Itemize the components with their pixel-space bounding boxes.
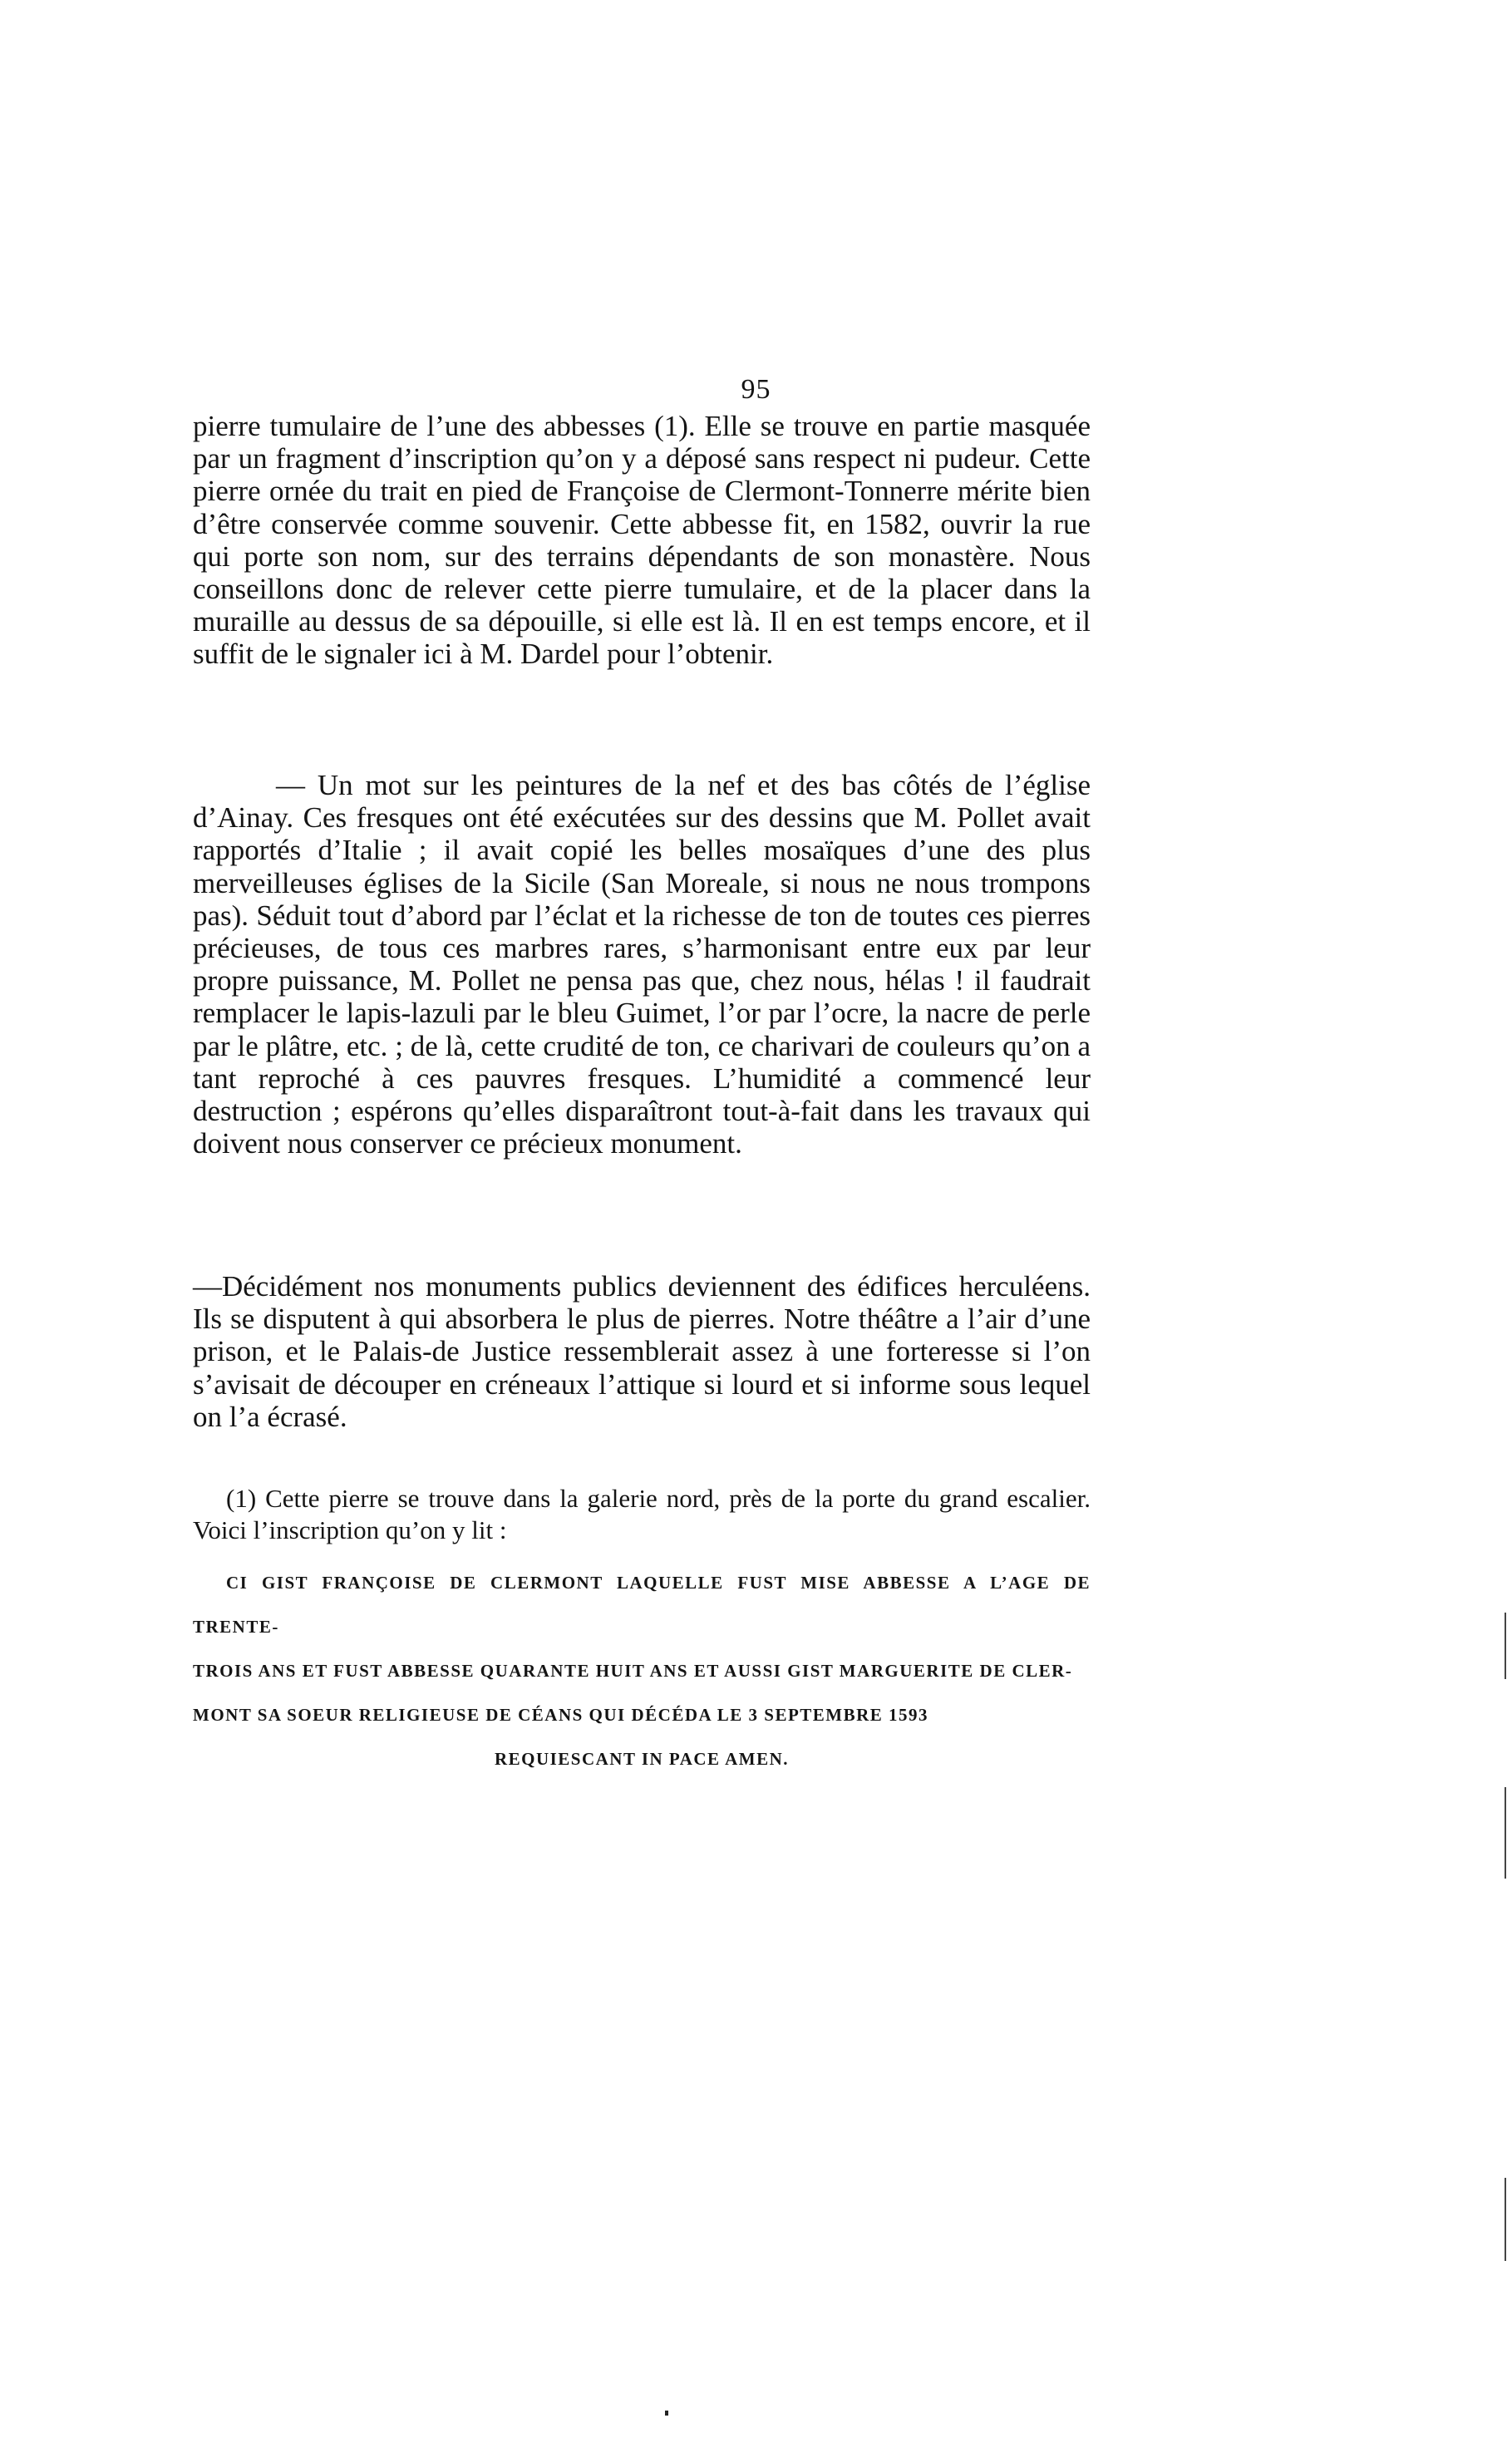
scan-mark	[1505, 2178, 1506, 2261]
footnote-text: (1) Cette pierre se trouve dans la galerie nord, près de la porte du grand escalier. Voici l’inscription qu’on y lit :	[193, 1484, 1091, 1544]
inscription	[193, 1561, 1091, 1781]
inscription-line: REQUIESCANT IN PACE AMEN.	[494, 1749, 790, 1769]
footnote	[193, 1483, 1091, 1546]
scan-mark	[1505, 1787, 1506, 1879]
inscription-line: CI GIST FRANÇOISE DE CLERMONT LAQUELLE FUST MISE ABBESSE A L’AGE DE TRENTE-	[193, 1573, 1091, 1637]
paragraph-public-monuments: —Décidément nos monuments publics deviennent des édifices herculéens. Ils se disputent à qui absorbera le plus de pierres. Notre théâtre a l’air d’une prison, et le Palais-de Justice ressemblerait assez à une forteresse si l’on s’avisait de découper en créneaux l’attique si lourd et si informe sous lequel on l’a écrasé.	[193, 1270, 1091, 1433]
scan-dot	[665, 2411, 668, 2416]
inscription-line: MONT SA SOEUR RELIGIEUSE DE CÉANS QUI DÉCÉDA LE 3 SEPTEMBRE 1593	[193, 1705, 929, 1725]
page-number: 95	[741, 374, 771, 405]
inscription-line: TROIS ANS ET FUST ABBESSE QUARANTE HUIT ANS ET AUSSI GIST MARGUERITE DE CLER-	[193, 1661, 1073, 1681]
paragraph-tombstone: pierre tumulaire de l’une des abbesses (1). Elle se trouve en partie masquée par un fragment d’inscription qu’on y a déposé sans respect ni pudeur. Cette pierre ornée du trait en pied de Françoise de Clermont-Tonnerre mérite bien d’être conservée comme souvenir. Cette abbesse fit, en 1582, ouvrir la rue qui porte son nom, sur des terrains dépendants de son monastère. Nous conseillons donc de relever cette pierre tumulaire, et de la placer dans la muraille au dessus de sa dépouille, si elle est là. Il en est temps encore, et il suffit de le signaler ici à M. Dardel pour l’obtenir.	[193, 410, 1091, 671]
scan-mark	[1505, 1613, 1506, 1679]
paragraph-ainay-frescoes: — Un mot sur les peintures de la nef et des bas côtés de l’église d’Ainay. Ces fresques ont été exécutées sur des dessins que M. Pollet avait rapportés d’Italie ; il avait copié les belles mosaïques d’une des plus merveilleuses églises de la Sicile (San Moreale, si nous ne nous trompons pas). Séduit tout d’abord par l’éclat et la richesse de ton de toutes ces pierres précieuses, de tous ces marbres rares, s’harmonisant entre eux par leur propre puissance, M. Pollet ne pensa pas que, chez nous, hélas ! il faudrait remplacer le lapis-lazuli par le bleu Guimet, l’or par l’ocre, la nacre de perle par le plâtre, etc. ; de là, cette crudité de ton, ce charivari de couleurs qu’on a tant reproché à ces pauvres fresques. L’humidité a commencé leur destruction ; espérons qu’elles disparaîtront tout-à-fait dans les travaux qui doivent nous conserver ce précieux monument.	[193, 769, 1091, 1160]
